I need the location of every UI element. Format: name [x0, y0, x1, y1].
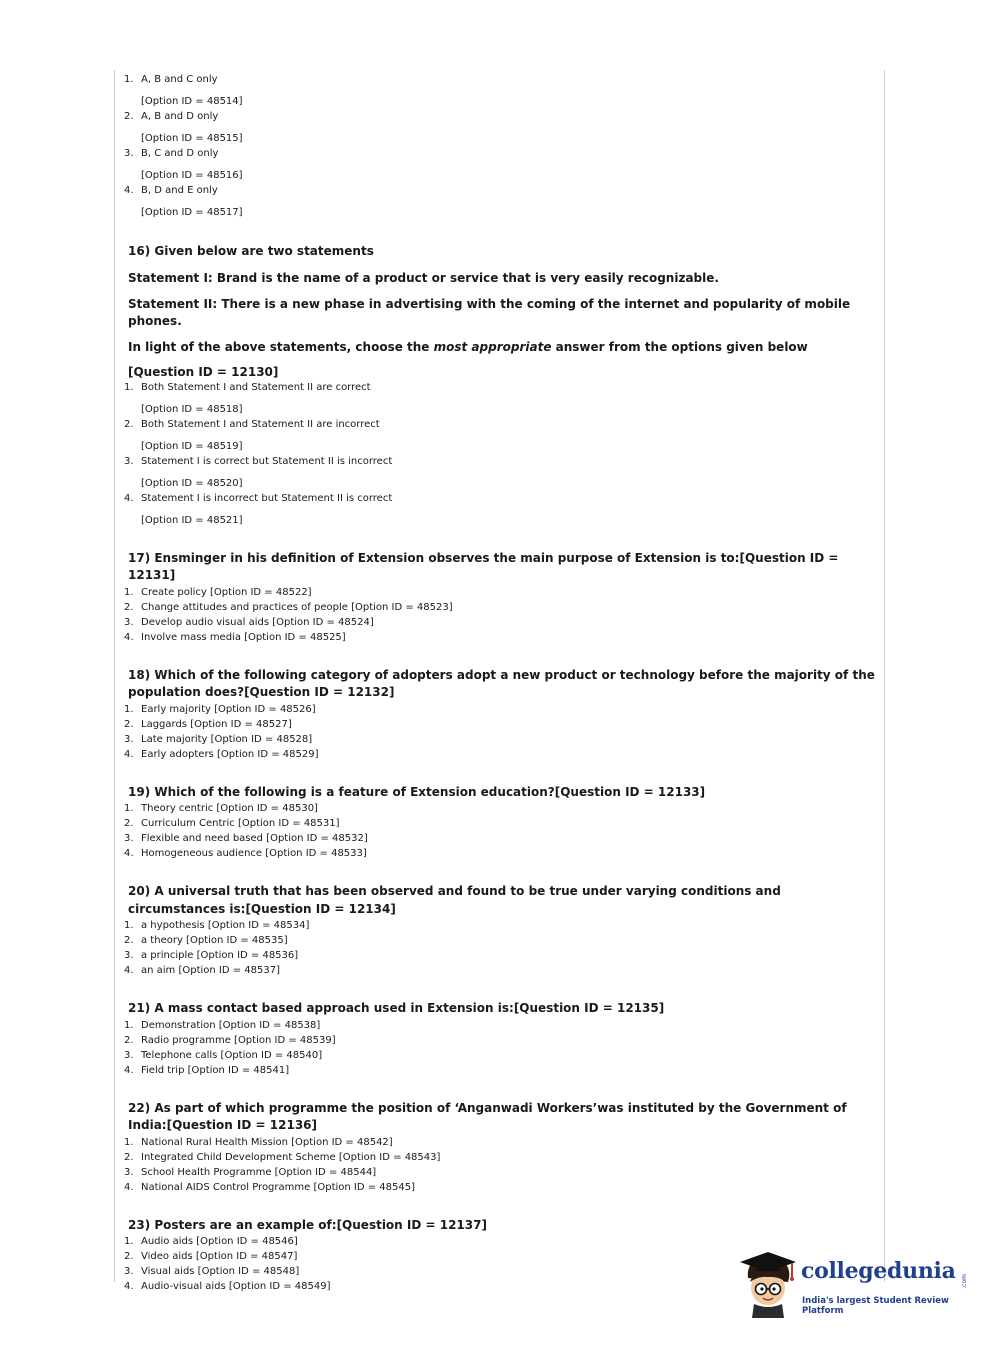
question-id: [Question ID = 12130]	[128, 364, 279, 379]
option-item: 1. Demonstration [Option ID = 48538]	[124, 1019, 321, 1031]
option-number: 3.	[124, 455, 134, 467]
option-text: Both Statement I and Statement II are correct	[141, 381, 371, 393]
option-item: 2. a theory [Option ID = 48535]	[124, 935, 288, 946]
logo-domain-suffix: .com	[961, 1274, 968, 1289]
option-text: Statement I is correct but Statement II is incorrect	[141, 455, 393, 467]
option-item: 2. Curriculum Centric [Option ID = 48531]	[124, 818, 340, 829]
question-block	[124, 784, 876, 862]
option-item: 4. Early adopters [Option ID = 48529]	[124, 748, 319, 760]
option-item: 4. Involve mass media [Option ID = 48525]	[124, 631, 346, 643]
option-item: 3. a principle [Option ID = 48536]	[124, 950, 299, 961]
logo-tagline: India's largest Student Review Platform	[802, 1296, 949, 1316]
statement-2: Statement II: There is a new phase in advertising with the coming of the internet and popularity of mobile phones.	[128, 296, 851, 328]
option-id: [Option ID = 48516]	[141, 170, 243, 181]
option-item: 3. School Health Programme [Option ID = 48544]	[124, 1166, 377, 1178]
option-item: 3. Visual aids [Option ID = 48548]	[124, 1266, 300, 1277]
option-item	[124, 380, 876, 417]
option-item: 3. Late majority [Option ID = 48528]	[124, 733, 313, 745]
question-16	[124, 243, 876, 528]
option-item: 3. Develop audio visual aids [Option ID = 48524]	[124, 616, 374, 628]
question-15-options	[124, 72, 876, 220]
logo-wordmark: collegedunia	[801, 1258, 956, 1284]
question-block	[124, 1000, 876, 1078]
option-item: 1. Audio aids [Option ID = 48546]	[124, 1236, 298, 1247]
option-item: 3. Flexible and need based [Option ID = 48532]	[124, 833, 368, 844]
option-number: 1.	[124, 74, 134, 85]
option-item	[124, 146, 876, 183]
option-text: Statement I is incorrect but Statement II is correct	[141, 492, 393, 504]
option-id: [Option ID = 48517]	[141, 207, 243, 218]
option-text: A, B and D only	[141, 111, 219, 122]
statement-1: Statement I: Brand is the name of a product or service that is very easily recognizable.	[128, 270, 719, 285]
question-title: 19) Which of the following is a feature of Extension education?[Question ID = 12133]	[128, 784, 706, 799]
option-text: A, B and C only	[141, 74, 218, 85]
question-block	[124, 883, 876, 978]
option-id: [Option ID = 48515]	[141, 133, 243, 144]
option-item: 2. Video aids [Option ID = 48547]	[124, 1251, 298, 1262]
option-item: 3. Telephone calls [Option ID = 48540]	[124, 1049, 323, 1061]
page-margin-line-left	[114, 70, 115, 1282]
question-block	[124, 667, 876, 762]
option-item: 1. a hypothesis [Option ID = 48534]	[124, 920, 310, 931]
option-item: 2. Integrated Child Development Scheme [Option ID = 48543]	[124, 1151, 441, 1163]
option-id: [Option ID = 48518]	[141, 403, 243, 415]
question-title: 17) Ensminger in his definition of Extension observes the main purpose of Extension is to:[Question ID = 12131]	[128, 550, 839, 582]
option-item: 2. Laggards [Option ID = 48527]	[124, 718, 292, 730]
option-text: B, C and D only	[141, 148, 219, 159]
question-title: 18) Which of the following category of adopters adopt a new product or technology before the majority of the population does?[Question ID = 12132]	[128, 667, 875, 699]
option-id: [Option ID = 48520]	[141, 477, 243, 489]
question-block	[124, 1100, 876, 1195]
option-item: 1. Early majority [Option ID = 48526]	[124, 703, 316, 715]
question-paper	[124, 72, 876, 1294]
option-text: B, D and E only	[141, 185, 218, 196]
option-item: 4. Field trip [Option ID = 48541]	[124, 1064, 290, 1076]
option-item: 2. Change attitudes and practices of people [Option ID = 48523]	[124, 601, 453, 613]
option-id: [Option ID = 48519]	[141, 440, 243, 452]
option-item	[124, 491, 876, 528]
option-item	[124, 109, 876, 146]
option-item	[124, 72, 876, 109]
question-block	[124, 550, 876, 645]
option-id: [Option ID = 48521]	[141, 514, 243, 526]
option-item: 1. National Rural Health Mission [Option ID = 48542]	[124, 1136, 393, 1148]
option-text: Both Statement I and Statement II are incorrect	[141, 418, 380, 430]
option-item: 4. an aim [Option ID = 48537]	[124, 965, 281, 976]
question-title: 21) A mass contact based approach used in Extension is:[Question ID = 12135]	[128, 1001, 665, 1015]
option-item: 4. Homogeneous audience [Option ID = 48533]	[124, 848, 367, 859]
option-id: [Option ID = 48514]	[141, 96, 243, 107]
question-title: 22) As part of which programme the position of ‘Anganwadi Workers’was instituted by the Government of India:[Question ID = 12136]	[128, 1100, 847, 1132]
option-item: 4. Audio-visual aids [Option ID = 48549]	[124, 1281, 331, 1292]
page-margin-line-right	[884, 70, 885, 1282]
option-item	[124, 454, 876, 491]
option-number: 4.	[124, 185, 134, 196]
option-number: 2.	[124, 111, 134, 122]
collegedunia-logo[interactable]	[740, 1248, 970, 1320]
option-number: 3.	[124, 148, 134, 159]
option-item: 1. Theory centric [Option ID = 48530]	[124, 803, 318, 814]
question-title: 20) A universal truth that has been observed and found to be true under varying conditions and circumstances is:[Question ID = 12134]	[128, 884, 781, 916]
graduate-mascot-icon	[740, 1248, 800, 1320]
question-instruction: In light of the above statements, choose the most appropriate answer from the options given below	[128, 339, 808, 354]
option-number: 1.	[124, 381, 134, 393]
option-item: 1. Create policy [Option ID = 48522]	[124, 586, 312, 598]
option-number: 2.	[124, 418, 134, 430]
option-item: 4. National AIDS Control Programme [Option ID = 48545]	[124, 1181, 416, 1193]
option-item: 2. Radio programme [Option ID = 48539]	[124, 1034, 336, 1046]
option-item	[124, 417, 876, 454]
question-title: 23) Posters are an example of:[Question ID = 12137]	[128, 1217, 487, 1232]
option-number: 4.	[124, 492, 134, 504]
option-item	[124, 183, 876, 220]
question-title: 16) Given below are two statements	[128, 244, 374, 258]
